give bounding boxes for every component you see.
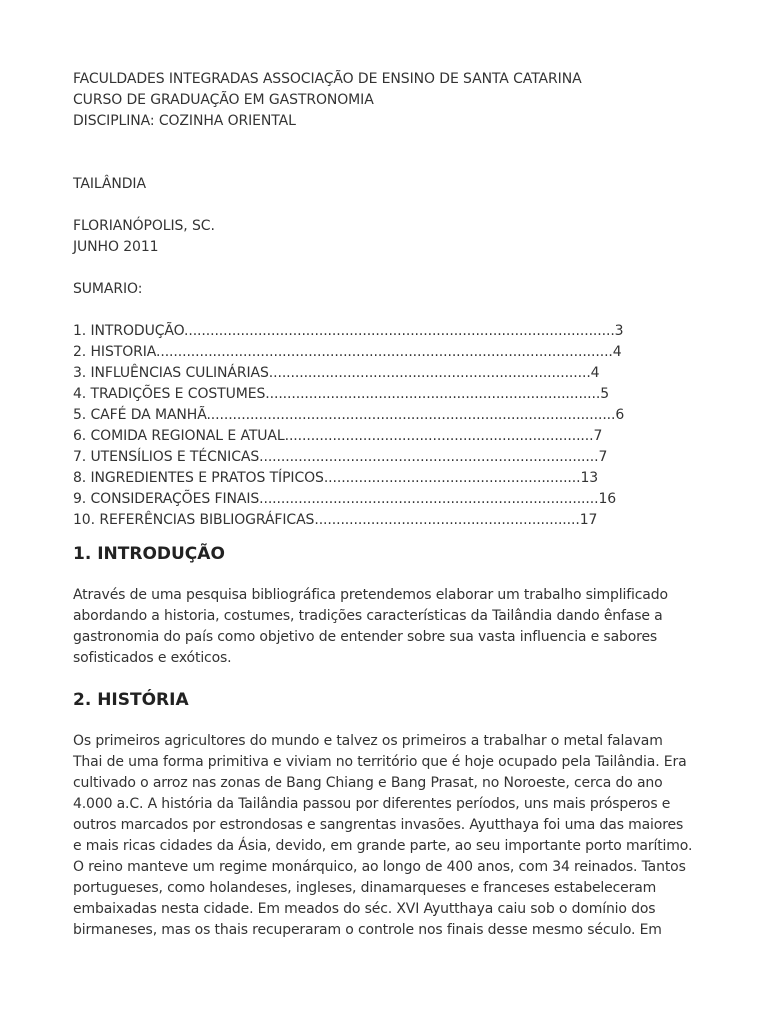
toc-item: 4. TRADIÇÕES E COSTUMES.............................................................................5: [73, 386, 610, 402]
toc-item: 1. INTRODUÇÃO...................................................................................................3: [73, 323, 624, 339]
section-paragraph-introducao: [73, 585, 703, 669]
toc-item: 9. CONSIDERAÇÕES FINAIS..............................................................................16: [73, 491, 617, 507]
paragraph-line: birmaneses, mas os thais recuperaram o controle nos finais desse mesmo século. Em: [73, 922, 662, 938]
toc-item: 5. CAFÉ DA MANHÃ..............................................................................................6: [73, 407, 625, 423]
section-heading-introducao: 1. INTRODUÇÃO: [73, 544, 225, 564]
discipline-name: DISCIPLINA: COZINHA ORIENTAL: [73, 113, 296, 129]
document-title: TAILÂNDIA: [73, 176, 146, 192]
document-page: [73, 69, 703, 961]
institution-name: FACULDADES INTEGRADAS ASSOCIAÇÃO DE ENSINO DE SANTA CATARINA: [73, 71, 582, 87]
paragraph-line: outros marcados por estrondosas e sangrentas invasões. Ayutthaya foi uma das maiores: [73, 817, 684, 833]
section-heading-historia: 2. HISTÓRIA: [73, 690, 189, 710]
toc-heading: SUMARIO:: [73, 281, 143, 297]
toc-item: 3. INFLUÊNCIAS CULINÁRIAS..........................................................................4: [73, 365, 600, 381]
toc-item: 10. REFERÊNCIAS BIBLIOGRÁFICAS.............................................................17: [73, 512, 598, 528]
paragraph-line: Thai de uma forma primitiva e viviam no território que é hoje ocupado pela Tailândia. Era: [73, 754, 687, 770]
paragraph-line: Os primeiros agricultores do mundo e talvez os primeiros a trabalhar o metal falavam: [73, 733, 663, 749]
section-paragraph-historia: [73, 731, 703, 941]
toc-item: 7. UTENSÍLIOS E TÉCNICAS..............................................................................7: [73, 449, 608, 465]
paragraph-line: cultivado o arroz nas zonas de Bang Chiang e Bang Prasat, no Noroeste, cerca do ano: [73, 775, 663, 791]
paragraph-line: Através de uma pesquisa bibliográfica pretendemos elaborar um trabalho simplificado: [73, 587, 668, 603]
toc-item: 6. COMIDA REGIONAL E ATUAL.......................................................................7: [73, 428, 603, 444]
paragraph-line: e mais ricas cidades da Ásia, devido, em grande parte, ao seu importante porto marítimo.: [73, 838, 693, 854]
paragraph-line: embaixadas nesta cidade. Em meados do séc. XVI Ayutthaya caiu sob o domínio dos: [73, 901, 656, 917]
document-place: FLORIANÓPOLIS, SC.: [73, 218, 215, 234]
course-name: CURSO DE GRADUAÇÃO EM GASTRONOMIA: [73, 92, 374, 108]
paragraph-line: gastronomia do país como objetivo de entender sobre sua vasta influencia e sabores: [73, 629, 658, 645]
paragraph-line: portugueses, como holandeses, ingleses, dinamarqueses e franceses estabeleceram: [73, 880, 657, 896]
paragraph-line: abordando a historia, costumes, tradições características da Tailândia dando ênfase a: [73, 608, 663, 624]
paragraph-line: 4.000 a.C. A história da Tailândia passou por diferentes períodos, uns mais prósperos e: [73, 796, 671, 812]
document-date: JUNHO 2011: [73, 239, 159, 255]
table-of-contents: [73, 321, 703, 531]
toc-item: 8. INGREDIENTES E PRATOS TÍPICOS...........................................................13: [73, 470, 599, 486]
paragraph-line: O reino manteve um regime monárquico, ao longo de 400 anos, com 34 reinados. Tantos: [73, 859, 686, 875]
paragraph-line: sofisticados e exóticos.: [73, 650, 232, 666]
toc-item: 2. HISTORIA.........................................................................................................4: [73, 344, 622, 360]
